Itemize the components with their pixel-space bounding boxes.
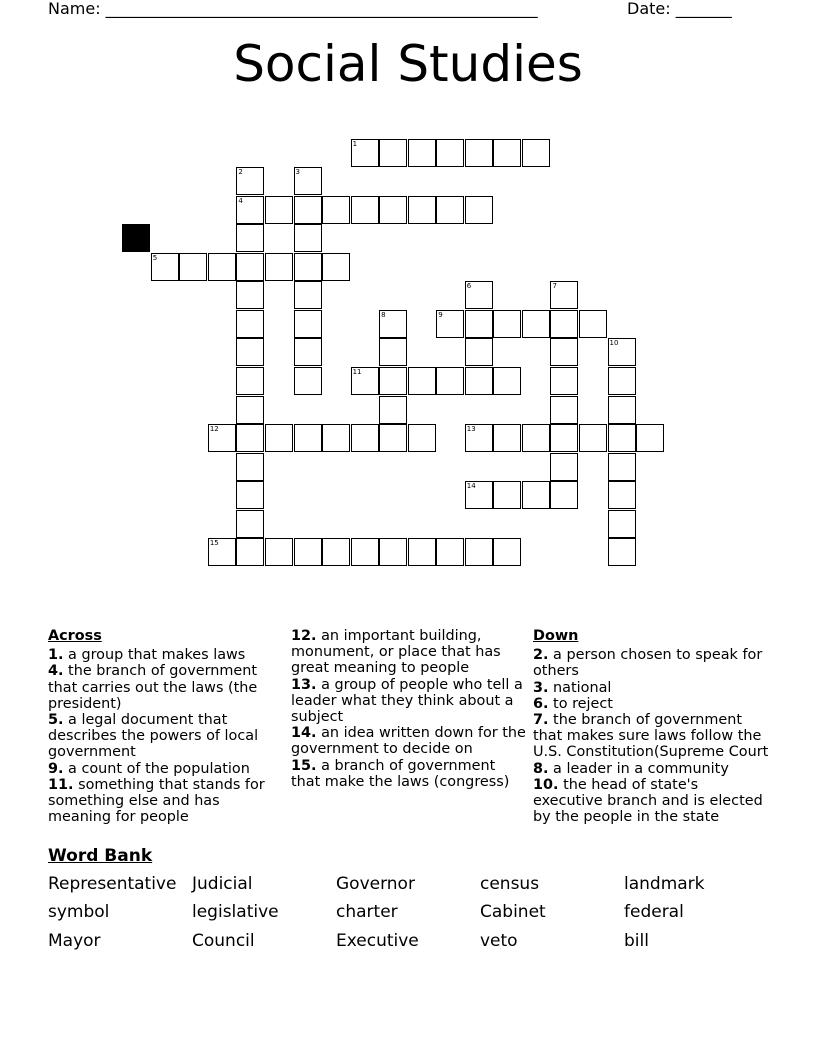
grid-cell[interactable] <box>550 281 578 309</box>
clue-number: 11 <box>352 367 362 376</box>
grid-cell[interactable] <box>436 310 464 338</box>
grid-cell[interactable] <box>208 253 236 281</box>
grid-cell[interactable] <box>608 510 636 538</box>
word-bank-word: legislative <box>192 902 279 922</box>
grid-cell[interactable] <box>236 424 264 452</box>
grid-cell[interactable] <box>408 367 436 395</box>
word-bank-word: Cabinet <box>480 902 546 922</box>
grid-cell[interactable] <box>493 424 521 452</box>
grid-cell[interactable] <box>550 396 578 424</box>
grid-cell[interactable] <box>294 167 322 195</box>
grid-cell[interactable] <box>322 424 350 452</box>
grid-cell[interactable] <box>236 338 264 366</box>
word-bank-word: federal <box>624 902 684 922</box>
word-bank-word: Executive <box>336 931 419 951</box>
across-clues-col1 <box>48 628 286 825</box>
grid-cell[interactable] <box>550 481 578 509</box>
clue-item <box>291 628 527 677</box>
grid-cell[interactable] <box>322 196 350 224</box>
clue-item <box>291 758 527 790</box>
clue-item <box>533 680 769 696</box>
grid-cell[interactable] <box>236 310 264 338</box>
grid-cell[interactable] <box>294 310 322 338</box>
grid-cell[interactable] <box>236 367 264 395</box>
grid-cell[interactable] <box>465 196 493 224</box>
black-cell <box>122 224 150 252</box>
grid-cell[interactable] <box>493 139 521 167</box>
clue-item-text: a group that makes laws <box>63 647 246 664</box>
grid-cell[interactable] <box>636 424 664 452</box>
clue-item <box>533 777 769 826</box>
clue-item <box>533 696 769 712</box>
clue-number: 7 <box>552 282 557 291</box>
clue-item-number: 8. <box>533 760 549 777</box>
grid-cell[interactable] <box>236 253 264 281</box>
grid-cell[interactable] <box>608 424 636 452</box>
grid-cell[interactable] <box>236 196 264 224</box>
grid-cell[interactable] <box>608 538 636 566</box>
grid-cell[interactable] <box>465 139 493 167</box>
grid-cell[interactable] <box>379 196 407 224</box>
word-bank-word: charter <box>336 902 398 922</box>
clue-item-number: 9. <box>48 760 64 777</box>
grid-cell[interactable] <box>550 338 578 366</box>
grid-cell[interactable] <box>408 139 436 167</box>
grid-cell[interactable] <box>322 253 350 281</box>
word-bank-word: Mayor <box>48 931 101 951</box>
grid-cell[interactable] <box>408 538 436 566</box>
clue-item-text: the branch of government that carries out the laws (the president) <box>48 663 258 712</box>
grid-cell[interactable] <box>351 139 379 167</box>
clue-item <box>533 647 769 679</box>
clue-item-number: 15. <box>291 757 317 774</box>
grid-cell[interactable] <box>236 396 264 424</box>
grid-cell[interactable] <box>379 538 407 566</box>
page-title: Social Studies <box>233 35 583 93</box>
word-bank-word: Council <box>192 931 255 951</box>
grid-cell[interactable] <box>579 310 607 338</box>
grid-cell[interactable] <box>236 167 264 195</box>
grid-cell[interactable] <box>465 424 493 452</box>
clue-item-number: 5. <box>48 712 64 729</box>
word-bank-word: bill <box>624 931 649 951</box>
grid-cell[interactable] <box>436 139 464 167</box>
word-bank-title: Word Bank <box>48 846 153 866</box>
grid-cell[interactable] <box>379 424 407 452</box>
clue-item-text: a group of people who tell a leader what they think about a subject <box>291 676 523 726</box>
grid-cell[interactable] <box>379 396 407 424</box>
grid-cell[interactable] <box>522 139 550 167</box>
clue-number: 6 <box>466 282 472 291</box>
down-heading: Down <box>533 628 579 644</box>
grid-cell[interactable] <box>151 253 179 281</box>
grid-cell[interactable] <box>493 538 521 566</box>
clue-number: 14 <box>466 482 476 491</box>
grid-cell[interactable] <box>379 139 407 167</box>
grid-cell[interactable] <box>294 538 322 566</box>
clue-number: 1 <box>352 139 358 148</box>
grid-cell[interactable] <box>294 338 322 366</box>
clue-item-number: 4. <box>48 663 64 680</box>
clue-item-text: a branch of government that make the laws (congress) <box>291 757 510 790</box>
clue-item-number: 12. <box>291 628 317 644</box>
clue-number: 10 <box>609 339 619 348</box>
grid-cell[interactable] <box>608 367 636 395</box>
grid-cell[interactable] <box>351 367 379 395</box>
grid-cell[interactable] <box>465 367 493 395</box>
grid-cell[interactable] <box>522 481 550 509</box>
grid-cell[interactable] <box>379 367 407 395</box>
grid-cell[interactable] <box>379 338 407 366</box>
grid-cell[interactable] <box>294 367 322 395</box>
across-heading: Across <box>48 628 102 644</box>
clue-item-text: a leader in a community <box>548 760 729 777</box>
clue-item-number: 10. <box>533 776 559 793</box>
clue-number: 9 <box>438 310 443 319</box>
clue-item <box>533 712 769 761</box>
down-clues <box>533 628 769 825</box>
grid-cell[interactable] <box>465 481 493 509</box>
grid-cell[interactable] <box>608 481 636 509</box>
clue-item-text: an important building, monument, or place that has great meaning to people <box>291 628 501 677</box>
grid-cell[interactable] <box>208 538 236 566</box>
grid-cell[interactable] <box>579 424 607 452</box>
grid-cell[interactable] <box>436 538 464 566</box>
clue-item-number: 7. <box>533 712 549 729</box>
grid-cell[interactable] <box>465 338 493 366</box>
clue-item-number: 3. <box>533 679 549 696</box>
grid-cell[interactable] <box>550 310 578 338</box>
clue-item-number: 11. <box>48 776 74 793</box>
clue-item-number: 14. <box>291 725 317 742</box>
clue-number: 13 <box>466 425 476 434</box>
grid-cell[interactable] <box>550 424 578 452</box>
grid-cell[interactable] <box>608 453 636 481</box>
name-line[interactable]: Name: ______________________________________________________ <box>48 0 538 18</box>
grid-cell[interactable] <box>408 196 436 224</box>
grid-cell[interactable] <box>236 510 264 538</box>
word-bank-word: Governor <box>336 874 415 894</box>
clue-number: 3 <box>295 168 300 177</box>
grid-cell[interactable] <box>550 367 578 395</box>
clue-item-text: a count of the population <box>63 760 250 777</box>
grid-cell[interactable] <box>465 310 493 338</box>
clue-item-text: the head of state's executive branch and is elected by the people in the state <box>533 776 763 826</box>
clue-number: 15 <box>209 539 219 548</box>
grid-cell[interactable] <box>236 281 264 309</box>
clue-item-number: 6. <box>533 695 549 712</box>
clue-item-text: something that stands for something else and has meaning for people <box>48 776 265 826</box>
grid-cell[interactable] <box>608 338 636 366</box>
clue-number: 8 <box>381 310 386 319</box>
grid-cell[interactable] <box>351 538 379 566</box>
grid-cell[interactable] <box>436 367 464 395</box>
clue-number: 5 <box>152 253 158 262</box>
word-bank-word: Representative <box>48 874 177 894</box>
clue-item <box>48 777 286 826</box>
clue-item <box>48 663 286 712</box>
grid-cell[interactable] <box>493 481 521 509</box>
date-line[interactable]: Date: _______ <box>627 0 732 18</box>
word-bank-word: Judicial <box>192 874 253 894</box>
grid-cell[interactable] <box>493 310 521 338</box>
grid-cell[interactable] <box>522 310 550 338</box>
grid-cell[interactable] <box>294 196 322 224</box>
grid-cell[interactable] <box>294 224 322 252</box>
grid-cell[interactable] <box>236 481 264 509</box>
grid-cell[interactable] <box>379 310 407 338</box>
grid-cell[interactable] <box>436 196 464 224</box>
clue-number: 2 <box>238 168 243 177</box>
clue-item-text: a person chosen to speak for others <box>533 647 763 680</box>
clue-item-text: the branch of government that makes sure laws follow the U.S. Constitution(Supreme Court <box>533 712 769 761</box>
grid-cell[interactable] <box>265 538 293 566</box>
grid-cell[interactable] <box>351 424 379 452</box>
grid-cell[interactable] <box>294 281 322 309</box>
grid-cell[interactable] <box>294 253 322 281</box>
across-clues-col2 <box>291 628 527 790</box>
clue-item <box>291 677 527 726</box>
clue-item-number: 2. <box>533 647 549 664</box>
clue-item <box>48 761 286 777</box>
clue-number: 12 <box>209 425 219 434</box>
grid-cell[interactable] <box>550 453 578 481</box>
grid-cell[interactable] <box>265 196 293 224</box>
clue-item-text: a legal document that describes the powers of local government <box>48 712 259 761</box>
grid-cell[interactable] <box>608 396 636 424</box>
word-bank-word: symbol <box>48 902 110 922</box>
clue-item <box>533 761 769 777</box>
grid-cell[interactable] <box>322 538 350 566</box>
grid-cell[interactable] <box>236 224 264 252</box>
clue-number: 4 <box>238 196 243 205</box>
word-bank-word: veto <box>480 931 518 951</box>
grid-cell[interactable] <box>351 196 379 224</box>
grid-cell[interactable] <box>493 367 521 395</box>
clue-item-text: to reject <box>548 695 613 712</box>
clue-item-text: an idea written down for the government to decide on <box>291 725 526 758</box>
clue-item <box>48 712 286 761</box>
word-bank-word: census <box>480 874 540 894</box>
word-bank-word: landmark <box>624 874 705 894</box>
grid-cell[interactable] <box>522 424 550 452</box>
grid-cell[interactable] <box>294 424 322 452</box>
grid-cell[interactable] <box>208 424 236 452</box>
grid-cell[interactable] <box>265 253 293 281</box>
clue-item-text: national <box>548 679 612 696</box>
grid-cell[interactable] <box>408 424 436 452</box>
grid-cell[interactable] <box>236 538 264 566</box>
grid-cell[interactable] <box>465 538 493 566</box>
clue-item <box>48 647 286 663</box>
grid-cell[interactable] <box>465 281 493 309</box>
grid-cell[interactable] <box>179 253 207 281</box>
clue-item-number: 1. <box>48 647 64 664</box>
clue-item-number: 13. <box>291 676 317 693</box>
grid-cell[interactable] <box>236 453 264 481</box>
clue-item <box>291 725 527 757</box>
grid-cell[interactable] <box>265 424 293 452</box>
